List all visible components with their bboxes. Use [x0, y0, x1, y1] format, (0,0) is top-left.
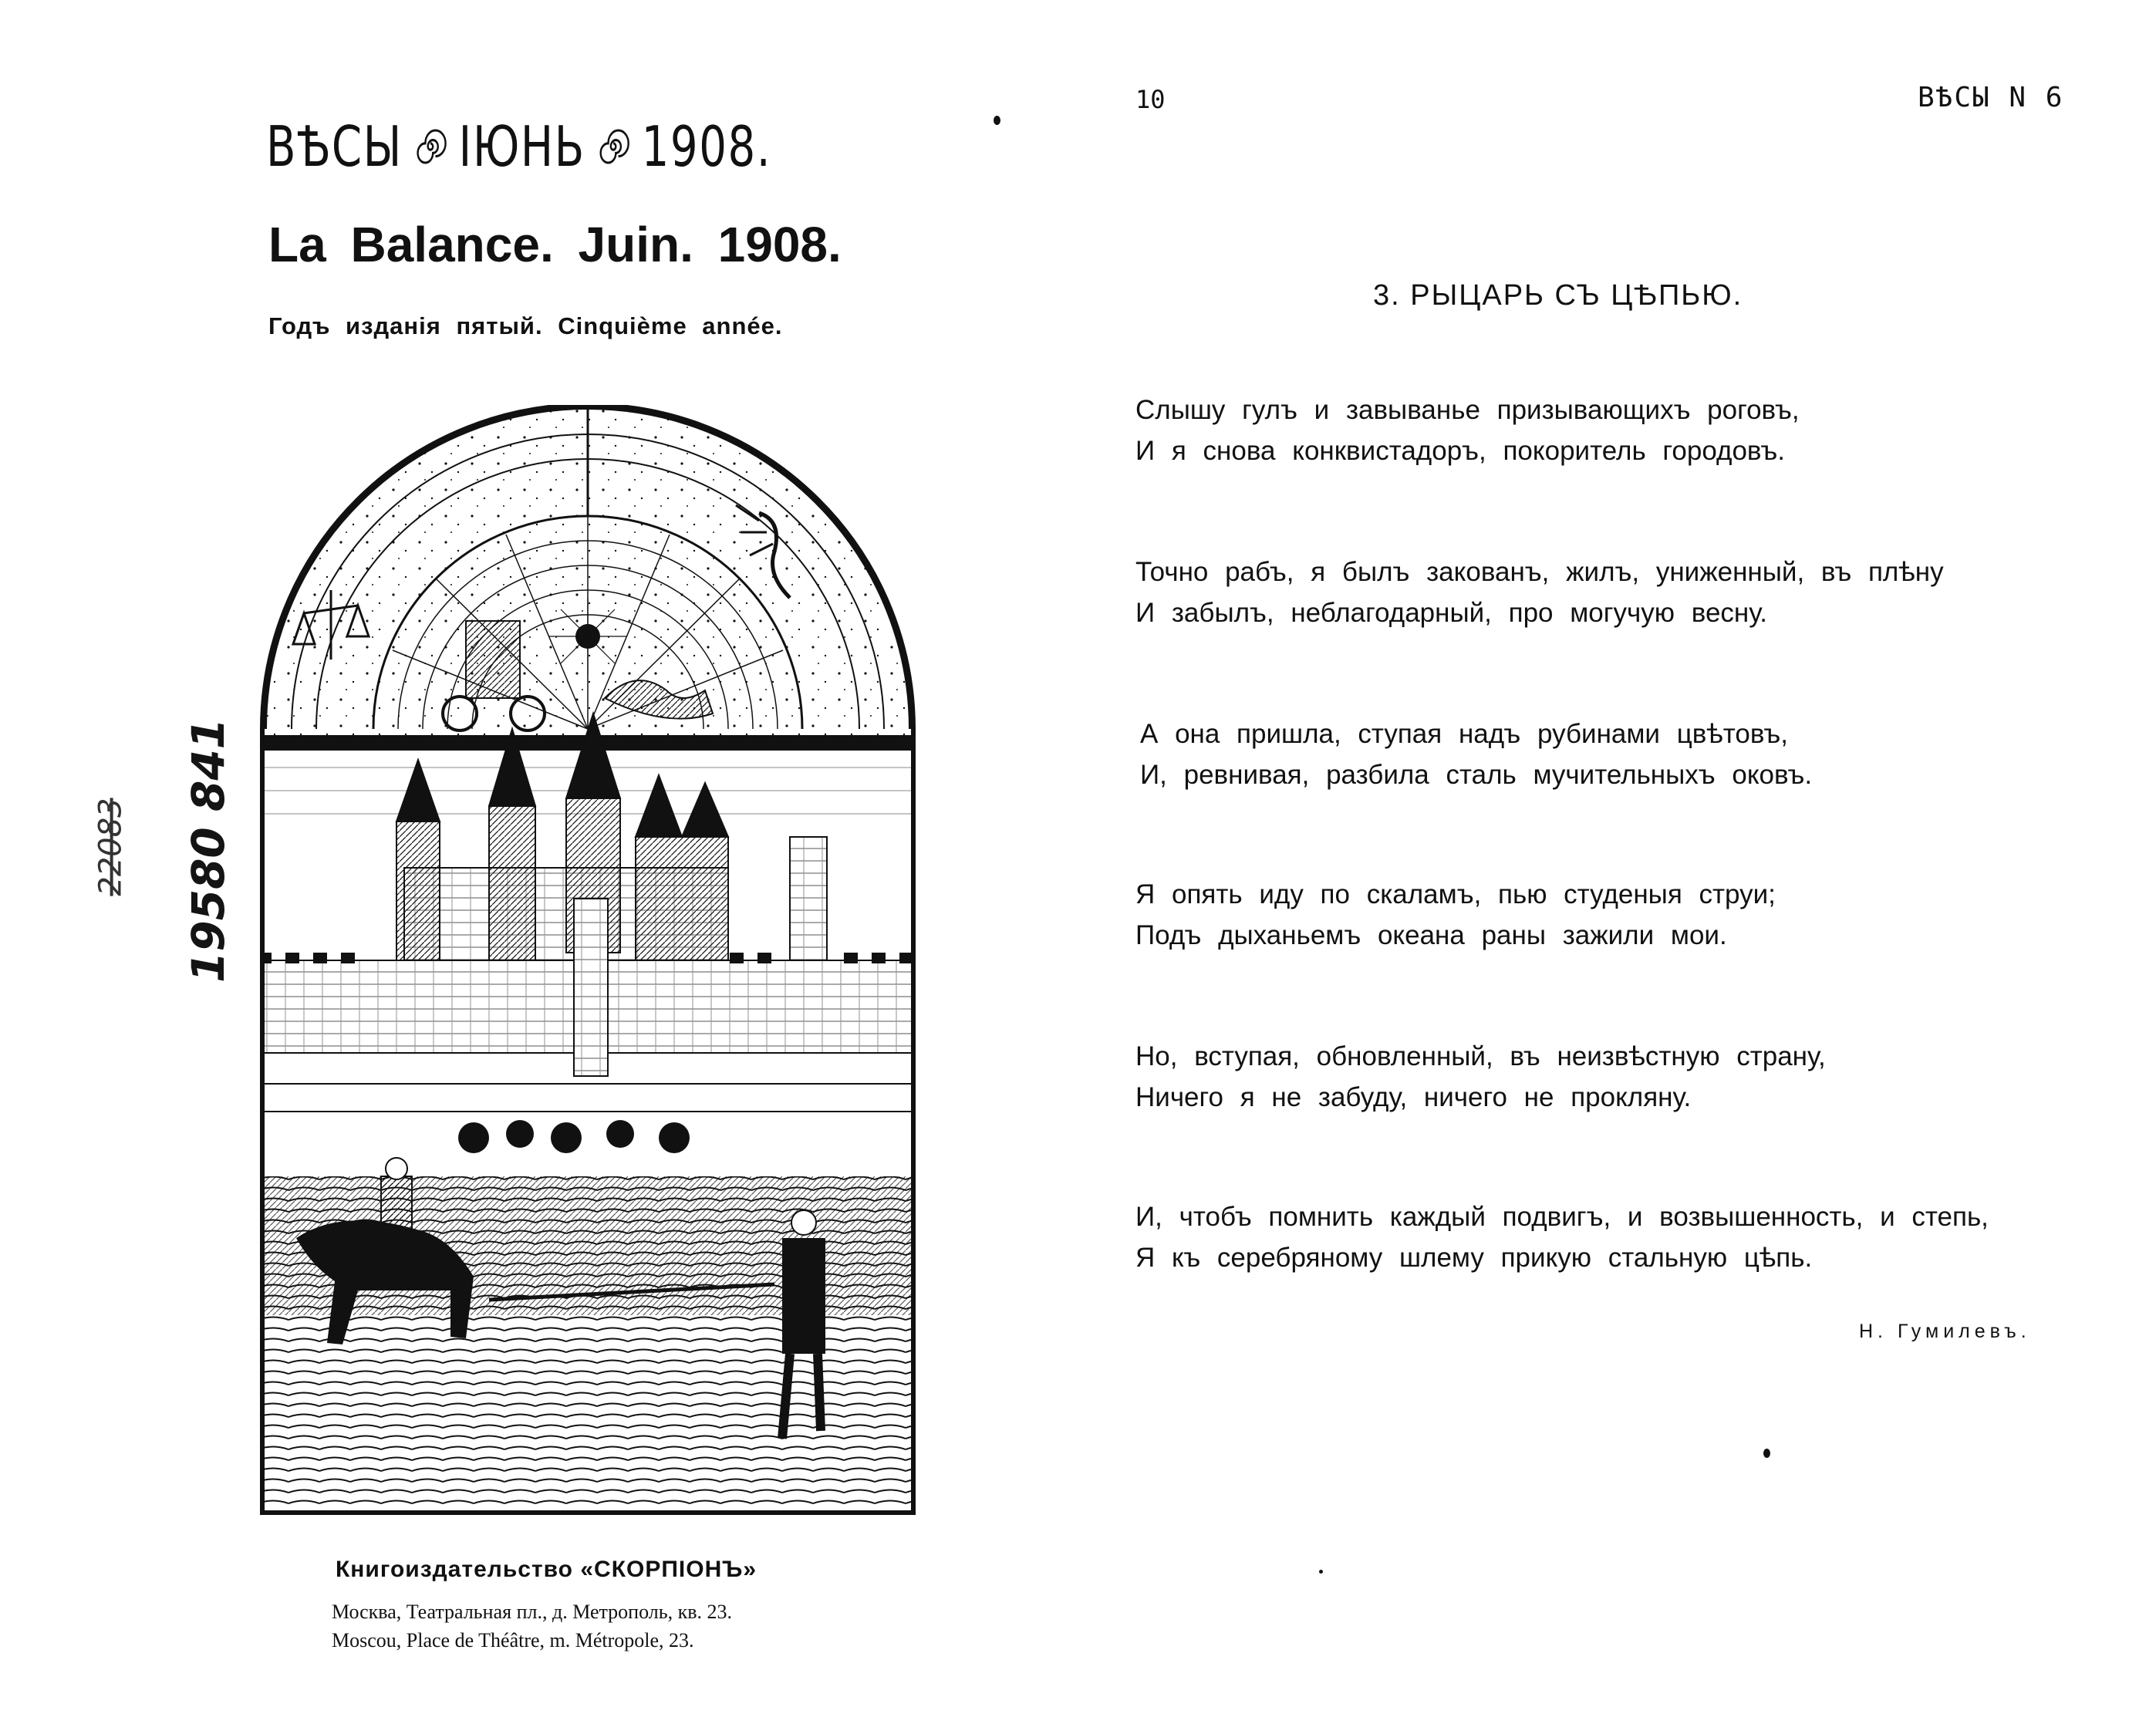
running-head: ВѢСЫ N 6	[1918, 82, 2064, 113]
poem-line: Я опять иду по скаламъ, пью студеныя струи;	[1135, 879, 1776, 909]
cover-title-word-2: ІЮНЬ	[458, 114, 585, 179]
publisher-address-ru: Москва, Театральная пл., д. Метрополь, кв. 23.	[332, 1601, 732, 1623]
poem-line: И, ревнивая, разбила сталь мучительныхъ оковъ.	[1140, 760, 1813, 790]
poem-line: Я къ серебряному шлему прикую стальную цѣпь.	[1135, 1243, 1813, 1273]
ink-speck	[1763, 1449, 1770, 1458]
archive-inventory-mark: 19580 841	[182, 717, 234, 983]
cover-title-word-1: ВѢСЫ	[266, 114, 403, 179]
poem-line: Ничего я не забуду, ничего не прокляну.	[1135, 1082, 1692, 1112]
spiral-ornament-icon	[596, 125, 630, 168]
ink-speck	[994, 116, 1000, 125]
poem-line: Точно рабъ, я былъ закованъ, жилъ, униженный, въ плѣну	[1135, 557, 1944, 587]
page-number: 10	[1135, 85, 1166, 114]
cover-year-line: Годъ изданія пятый. Cinquième année.	[268, 312, 783, 339]
ink-speck	[1319, 1570, 1323, 1574]
zodiac-castle-engraving-icon	[258, 405, 918, 1517]
poem-title: 3. РЫЦАРЬ СЪ ЦѢПЬЮ.	[1373, 279, 1743, 312]
archive-inventory-mark-crossed: 22083	[93, 798, 129, 896]
publisher-name: Книгоиздательство «СКОРПІОНЪ»	[336, 1557, 757, 1582]
poem-author: Н. Гумилевъ.	[1859, 1321, 2031, 1342]
poem-line: Подъ дыханьемъ океана раны зажили мои.	[1135, 920, 1727, 950]
publisher-address-fr: Moscou, Place de Théâtre, m. Métropole, 23.	[332, 1629, 694, 1651]
spiral-ornament-icon	[413, 125, 447, 168]
poem-line: А она пришла, ступая надъ рубинами цвѣтовъ,	[1140, 719, 1788, 749]
poem-line: Но, вступая, обновленный, въ неизвѣстную страну,	[1135, 1041, 1826, 1071]
poem-line: И я снова конквистадоръ, покоритель городовъ.	[1135, 436, 1785, 466]
poem-line: И забылъ, неблагодарный, про могучую весну.	[1135, 598, 1767, 628]
cover-title	[266, 114, 771, 179]
cover-subtitle: La Balance. Juin. 1908.	[268, 217, 842, 272]
cover-title-word-3: 1908.	[641, 114, 772, 179]
poem-line: Слышу гулъ и завыванье призывающихъ роговъ,	[1135, 395, 1800, 425]
poem-line: И, чтобъ помнить каждый подвигъ, и возвышенность, и степь,	[1135, 1202, 1989, 1232]
